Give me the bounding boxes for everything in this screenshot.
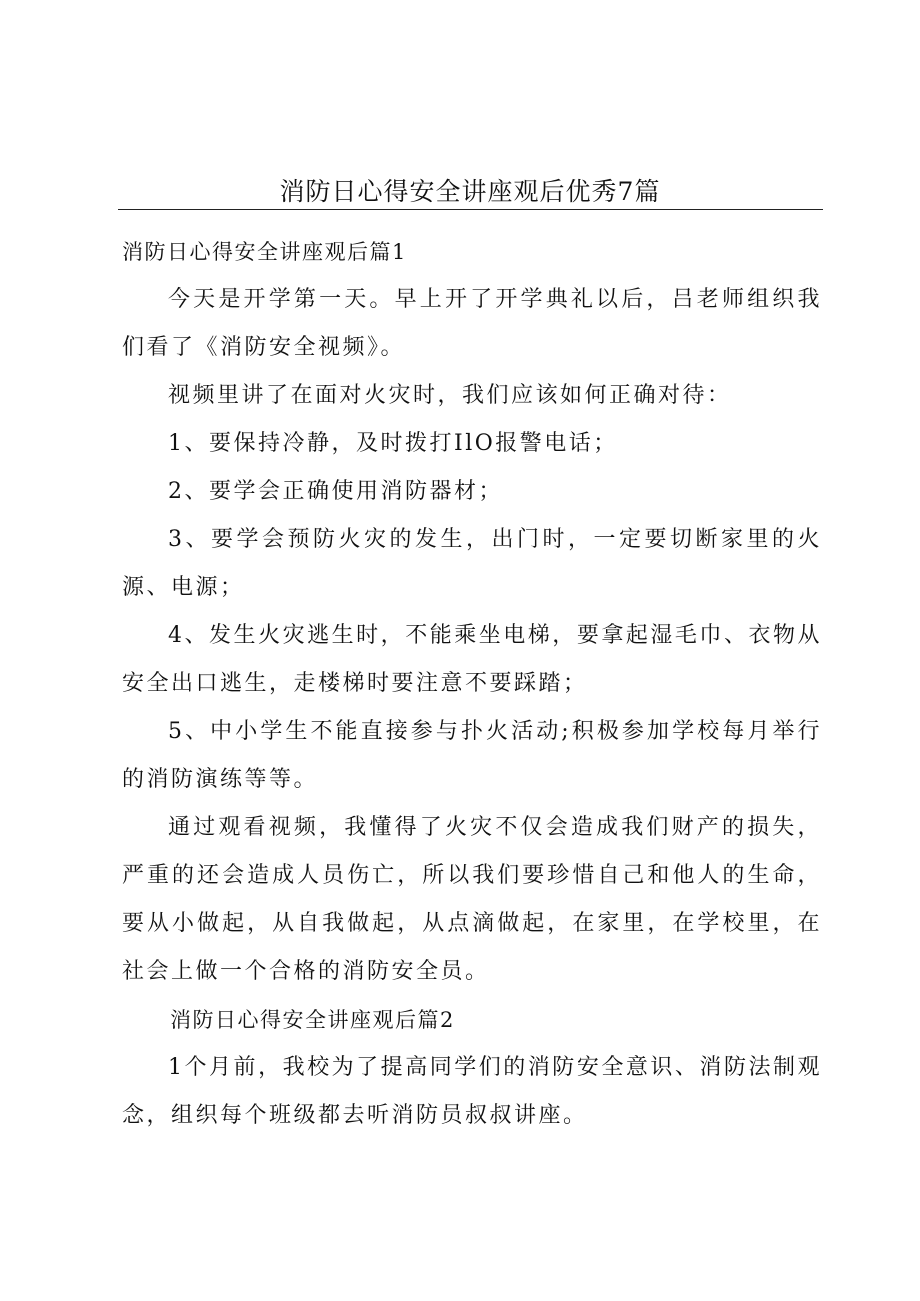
title-divider: [118, 209, 823, 210]
document-body: [122, 228, 822, 1140]
paragraph: 1个月前，我校为了提高同学们的消防安全意识、消防法制观念，组织每个班级都去听消防员叔叔讲座。: [122, 1055, 822, 1128]
list-item: 2、要学会正确使用消防器材；: [168, 479, 503, 504]
paragraph: 视频里讲了在面对火灾时，我们应该如何正确对待：: [168, 383, 732, 408]
section-heading-2: 消防日心得安全讲座观后篇2: [170, 1008, 455, 1032]
paragraph: 通过观看视频，我懂得了火灾不仅会造成我们财产的损失，严重的还会造成人员伤亡，所以我们要珍惜自己和他人的生命，要从小做起，从自我做起，从点滴做起，在家里，在学校里，在社会上做一个合格的消防安全员。: [122, 815, 822, 984]
document-title: 消防日心得安全讲座观后优秀7篇: [279, 177, 661, 206]
list-item: 5、中小学生不能直接参与扑火活动;积极参加学校每月举行的消防演练等等。: [122, 719, 822, 792]
list-item: 3、要学会预防火灾的发生，出门时，一定要切断家里的火源、电源；: [122, 527, 822, 600]
list-item: 1、要保持冷静，及时拨打IlO报警电话；: [168, 431, 618, 456]
paragraph: 今天是开学第一天。早上开了开学典礼以后，吕老师组织我们看了《消防安全视频》。: [122, 287, 822, 360]
section-heading-1: 消防日心得安全讲座观后篇1: [122, 240, 407, 264]
list-item: 4、发生火灾逃生时，不能乘坐电梯，要拿起湿毛巾、衣物从安全出口逃生，走楼梯时要注意不要踩踏；: [122, 623, 822, 696]
